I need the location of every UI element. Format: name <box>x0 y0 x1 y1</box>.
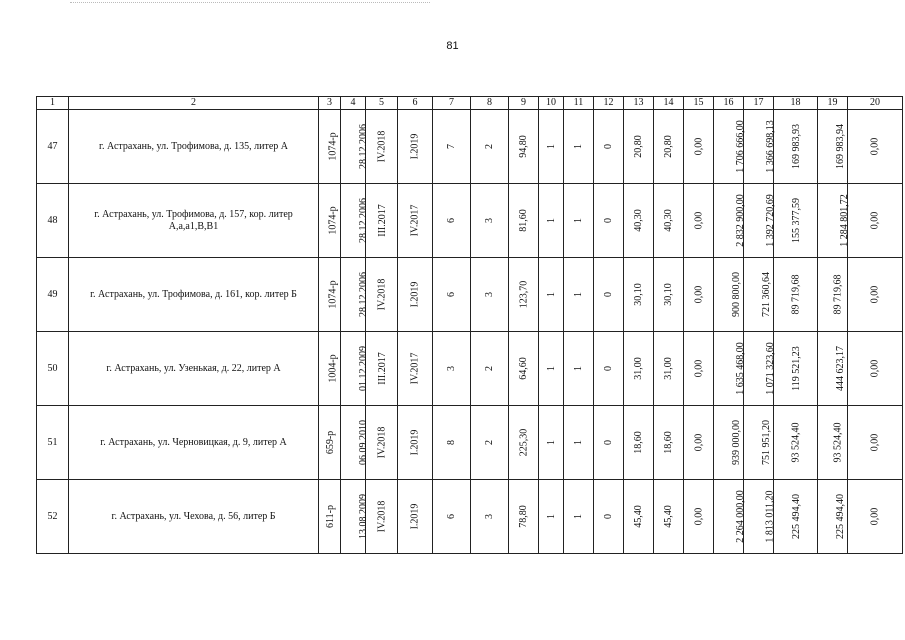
cell-value: 1 284 801,72 <box>838 194 850 247</box>
cell-value: 0 <box>603 292 614 297</box>
cell-value: 1 706 666,00 <box>734 120 746 173</box>
column-number-1: 1 <box>37 97 69 110</box>
cell-c15 <box>684 184 714 258</box>
cell-c7 <box>433 406 471 480</box>
cell-value: 169 983,94 <box>835 124 846 169</box>
cell-c10 <box>539 184 564 258</box>
cell-value: 93 524,40 <box>790 422 801 463</box>
cell-value: 1074-р <box>327 280 339 309</box>
cell-value: IV.2017 <box>409 352 421 385</box>
cell-value: 2 832 900,00 <box>734 194 746 247</box>
cell-c16 <box>714 332 744 406</box>
cell-c12 <box>594 184 624 258</box>
cell-c9 <box>509 184 539 258</box>
cell-c18 <box>774 110 818 184</box>
cell-c14 <box>654 258 684 332</box>
cell-c3 <box>319 480 341 554</box>
cell-c18 <box>774 258 818 332</box>
cell-c13 <box>624 406 654 480</box>
cell-value: III.2017 <box>376 352 388 385</box>
cell-c15 <box>684 110 714 184</box>
cell-value: 1 <box>545 218 557 223</box>
cell-value: I.2019 <box>409 133 421 160</box>
row-number: 50 <box>37 332 69 406</box>
cell-value: 94,80 <box>518 135 529 158</box>
cell-value: 1 <box>545 144 557 149</box>
cell-c12 <box>594 110 624 184</box>
cell-value: 0,00 <box>869 507 881 526</box>
cell-value: 225 494,40 <box>835 494 846 539</box>
cell-c16 <box>714 480 744 554</box>
cell-value: 2 <box>484 366 495 371</box>
cell-value: III.2017 <box>376 204 388 237</box>
cell-c7 <box>433 332 471 406</box>
cell-c7 <box>433 184 471 258</box>
address-cell: г. Астрахань, ул. Трофимова, д. 135, литер А <box>69 110 319 184</box>
cell-c6 <box>398 480 433 554</box>
cell-value: 13.08.2009 <box>358 494 369 539</box>
cell-c10 <box>539 258 564 332</box>
page-number: 81 <box>446 40 459 52</box>
cell-c20 <box>848 480 903 554</box>
cell-c19 <box>818 406 848 480</box>
column-number-20: 20 <box>848 97 903 110</box>
cell-value: 2 264 000,00 <box>734 490 746 543</box>
cell-value: I.2019 <box>409 503 421 530</box>
cell-value: 1 392 720,69 <box>764 194 776 247</box>
cell-c11 <box>564 332 594 406</box>
cell-c15 <box>684 406 714 480</box>
cell-value: 45,40 <box>663 505 674 528</box>
cell-c5 <box>366 258 398 332</box>
cell-c7 <box>433 110 471 184</box>
cell-value: 93 524,40 <box>832 422 844 463</box>
cell-value: IV.2017 <box>409 204 421 237</box>
cell-value: 28.12.2006 <box>358 272 369 317</box>
cell-c3 <box>319 332 341 406</box>
cell-c19 <box>818 184 848 258</box>
cell-value: 1 <box>573 514 584 519</box>
cell-c16 <box>714 184 744 258</box>
cell-c20 <box>848 184 903 258</box>
cell-value: 0,00 <box>693 137 704 156</box>
cell-c17 <box>744 110 774 184</box>
cell-c6 <box>398 110 433 184</box>
cell-c9 <box>509 480 539 554</box>
cell-c3 <box>319 110 341 184</box>
cell-c11 <box>564 258 594 332</box>
cell-c20 <box>848 258 903 332</box>
cell-value: 1 <box>545 440 557 445</box>
cell-value: 1074-р <box>327 132 339 161</box>
cell-c4 <box>341 332 369 406</box>
cell-c14 <box>654 332 684 406</box>
cell-value: 0 <box>603 366 614 371</box>
cell-c18 <box>774 184 818 258</box>
cell-value: 31,00 <box>663 357 674 380</box>
cell-value: 225 494,40 <box>791 494 802 539</box>
cell-value: 81,60 <box>518 209 529 232</box>
cell-c11 <box>564 480 594 554</box>
cell-c4 <box>341 258 369 332</box>
cell-c10 <box>539 406 564 480</box>
cell-c20 <box>848 406 903 480</box>
cell-c20 <box>848 110 903 184</box>
cell-c17 <box>744 480 774 554</box>
cell-c5 <box>366 332 398 406</box>
cell-c8 <box>471 258 509 332</box>
cell-value: 1 <box>545 514 557 519</box>
column-number-12: 12 <box>594 97 624 110</box>
cell-c10 <box>539 110 564 184</box>
cell-c4 <box>341 406 369 480</box>
cell-c10 <box>539 332 564 406</box>
cell-c8 <box>471 480 509 554</box>
cell-c11 <box>564 406 594 480</box>
address-cell: г. Астрахань, ул. Чехова, д. 56, литер Б <box>69 480 319 554</box>
cell-value: 20,80 <box>633 135 644 158</box>
cell-value: 3 <box>446 366 457 371</box>
cell-c4 <box>341 480 369 554</box>
cell-value: IV.2018 <box>376 130 388 163</box>
cell-c6 <box>398 258 433 332</box>
cell-c6 <box>398 332 433 406</box>
address-cell: г. Астрахань, ул. Узенькая, д. 22, литер А <box>69 332 319 406</box>
cell-value: 78,80 <box>518 505 529 528</box>
cell-value: 6 <box>446 514 457 519</box>
cell-value: 40,30 <box>663 209 674 232</box>
column-number-13: 13 <box>624 97 654 110</box>
cell-value: 1004-р <box>327 354 339 383</box>
row-number: 49 <box>37 258 69 332</box>
cell-value: 30,10 <box>633 283 644 306</box>
cell-c3 <box>319 184 341 258</box>
cell-value: 18,60 <box>663 431 674 454</box>
cell-c7 <box>433 480 471 554</box>
cell-value: 28.12.2006 <box>358 198 369 243</box>
column-number-15: 15 <box>684 97 714 110</box>
cell-c18 <box>774 406 818 480</box>
cell-value: 1 <box>573 292 584 297</box>
cell-value: 1 <box>545 292 557 297</box>
column-number-14: 14 <box>654 97 684 110</box>
cell-c12 <box>594 332 624 406</box>
cell-c19 <box>818 110 848 184</box>
cell-value: 0,00 <box>693 211 704 230</box>
cell-value: 6 <box>446 218 457 223</box>
column-number-2: 2 <box>69 97 319 110</box>
cell-c6 <box>398 406 433 480</box>
cell-c3 <box>319 258 341 332</box>
cell-value: 0,00 <box>693 285 704 304</box>
cell-c13 <box>624 258 654 332</box>
cell-value: 900 800,00 <box>731 272 742 317</box>
cell-value: 1 <box>573 366 584 371</box>
cell-value: 0,00 <box>693 359 704 378</box>
cell-c12 <box>594 406 624 480</box>
cell-value: 89 719,68 <box>790 274 801 315</box>
column-number-17: 17 <box>744 97 774 110</box>
cell-c19 <box>818 480 848 554</box>
table-row <box>37 406 903 480</box>
row-number: 48 <box>37 184 69 258</box>
cell-c8 <box>471 184 509 258</box>
cell-value: 2 <box>484 440 495 445</box>
cell-value: 444 623,17 <box>835 346 846 391</box>
cell-value: 155 377,59 <box>791 198 802 243</box>
cell-value: 0 <box>603 440 614 445</box>
registry-table <box>36 96 903 554</box>
cell-value: 1 813 011,20 <box>764 490 776 543</box>
cell-c10 <box>539 480 564 554</box>
cell-c16 <box>714 406 744 480</box>
cell-value: 7 <box>446 144 457 149</box>
cell-c12 <box>594 480 624 554</box>
cell-c20 <box>848 332 903 406</box>
table-row <box>37 258 903 332</box>
cell-c5 <box>366 480 398 554</box>
cell-value: 123,70 <box>518 280 529 309</box>
cell-c13 <box>624 480 654 554</box>
cell-value: 28.12.2006 <box>358 124 369 169</box>
column-number-7: 7 <box>433 97 471 110</box>
cell-value: 0,00 <box>693 507 704 526</box>
cell-value: 0,00 <box>693 433 704 452</box>
cell-c11 <box>564 110 594 184</box>
cell-value: 0,00 <box>869 137 881 156</box>
cell-c15 <box>684 332 714 406</box>
cell-value: 89 719,68 <box>832 274 844 315</box>
address-cell: г. Астрахань, ул. Трофимова, д. 161, кор. литер Б <box>69 258 319 332</box>
cell-c13 <box>624 110 654 184</box>
cell-c17 <box>744 184 774 258</box>
cell-value: 0 <box>603 144 614 149</box>
table-row <box>37 332 903 406</box>
cell-value: 3 <box>484 514 495 519</box>
cell-c13 <box>624 184 654 258</box>
address-cell: г. Астрахань, ул. Трофимова, д. 157, кор. литер А,а,а1,В,В1 <box>69 184 319 258</box>
table-row <box>37 480 903 554</box>
cell-value: 1 366 698,13 <box>764 120 776 173</box>
cell-value: 1 071 323,60 <box>764 342 776 395</box>
cell-c16 <box>714 110 744 184</box>
cell-c4 <box>341 184 369 258</box>
address-cell: г. Астрахань, ул. Черновицкая, д. 9, литер А <box>69 406 319 480</box>
cell-c11 <box>564 184 594 258</box>
row-number: 52 <box>37 480 69 554</box>
cell-c19 <box>818 332 848 406</box>
cell-value: 0,00 <box>869 433 881 452</box>
cell-value: 8 <box>446 440 457 445</box>
column-number-16: 16 <box>714 97 744 110</box>
scan-artifact <box>70 2 430 6</box>
cell-c17 <box>744 258 774 332</box>
cell-c14 <box>654 184 684 258</box>
cell-value: 18,60 <box>633 431 644 454</box>
cell-value: 2 <box>484 144 495 149</box>
column-number-4: 4 <box>341 97 366 110</box>
cell-c3 <box>319 406 341 480</box>
column-number-10: 10 <box>539 97 564 110</box>
cell-value: 1 <box>573 440 584 445</box>
cell-c16 <box>714 258 744 332</box>
column-number-row <box>37 97 903 110</box>
row-number: 51 <box>37 406 69 480</box>
cell-value: 751 951,20 <box>761 420 772 465</box>
cell-value: 20,80 <box>663 135 674 158</box>
row-number: 47 <box>37 110 69 184</box>
cell-c5 <box>366 184 398 258</box>
cell-value: 64,60 <box>518 357 529 380</box>
cell-c9 <box>509 258 539 332</box>
cell-value: 1 <box>573 218 584 223</box>
cell-c4 <box>341 110 369 184</box>
cell-value: 1 635 468,00 <box>734 342 746 395</box>
cell-value: 611-р <box>324 505 336 528</box>
cell-value: 30,10 <box>663 283 674 306</box>
cell-value: 0 <box>603 218 614 223</box>
column-number-19: 19 <box>818 97 848 110</box>
cell-c19 <box>818 258 848 332</box>
cell-c5 <box>366 406 398 480</box>
cell-value: IV.2018 <box>376 278 388 311</box>
cell-value: I.2019 <box>409 281 421 308</box>
cell-c9 <box>509 406 539 480</box>
cell-value: 225,30 <box>518 428 529 457</box>
cell-value: IV.2018 <box>376 426 388 459</box>
cell-c18 <box>774 480 818 554</box>
cell-c13 <box>624 332 654 406</box>
table-row <box>37 184 903 258</box>
cell-value: 6 <box>446 292 457 297</box>
column-number-18: 18 <box>774 97 818 110</box>
column-number-9: 9 <box>509 97 539 110</box>
cell-value: 169 983,93 <box>791 124 802 169</box>
cell-c8 <box>471 406 509 480</box>
cell-c15 <box>684 480 714 554</box>
table-row <box>37 110 903 184</box>
cell-c7 <box>433 258 471 332</box>
cell-c14 <box>654 406 684 480</box>
column-number-3: 3 <box>319 97 341 110</box>
cell-c5 <box>366 110 398 184</box>
cell-c9 <box>509 110 539 184</box>
cell-value: 40,30 <box>633 209 644 232</box>
cell-value: 0,00 <box>869 211 881 230</box>
cell-c8 <box>471 332 509 406</box>
cell-c8 <box>471 110 509 184</box>
cell-value: 45,40 <box>633 505 644 528</box>
cell-value: 0 <box>603 514 614 519</box>
cell-value: 06.09.2010 <box>358 420 369 465</box>
cell-value: 1074-р <box>327 206 339 235</box>
column-number-6: 6 <box>398 97 433 110</box>
table-body <box>37 97 903 554</box>
column-number-5: 5 <box>366 97 398 110</box>
column-number-11: 11 <box>564 97 594 110</box>
cell-value: 3 <box>484 292 495 297</box>
cell-value: 721 360,64 <box>761 272 772 317</box>
cell-c6 <box>398 184 433 258</box>
cell-value: 01.12.2009 <box>358 346 369 391</box>
cell-value: I.2019 <box>409 429 421 456</box>
cell-value: 939 000,00 <box>731 420 742 465</box>
cell-value: 119 521,23 <box>790 346 802 391</box>
cell-value: 1 <box>545 366 557 371</box>
cell-value: 0,00 <box>869 285 881 304</box>
cell-c15 <box>684 258 714 332</box>
cell-c14 <box>654 110 684 184</box>
cell-value: 1 <box>573 144 584 149</box>
cell-value: 3 <box>484 218 495 223</box>
cell-value: 659-р <box>325 430 337 455</box>
cell-c18 <box>774 332 818 406</box>
cell-value: 31,00 <box>633 357 644 380</box>
cell-c12 <box>594 258 624 332</box>
cell-value: IV.2018 <box>376 500 388 533</box>
cell-c17 <box>744 406 774 480</box>
cell-c17 <box>744 332 774 406</box>
column-number-8: 8 <box>471 97 509 110</box>
cell-value: 0,00 <box>869 359 881 378</box>
cell-c14 <box>654 480 684 554</box>
cell-c9 <box>509 332 539 406</box>
